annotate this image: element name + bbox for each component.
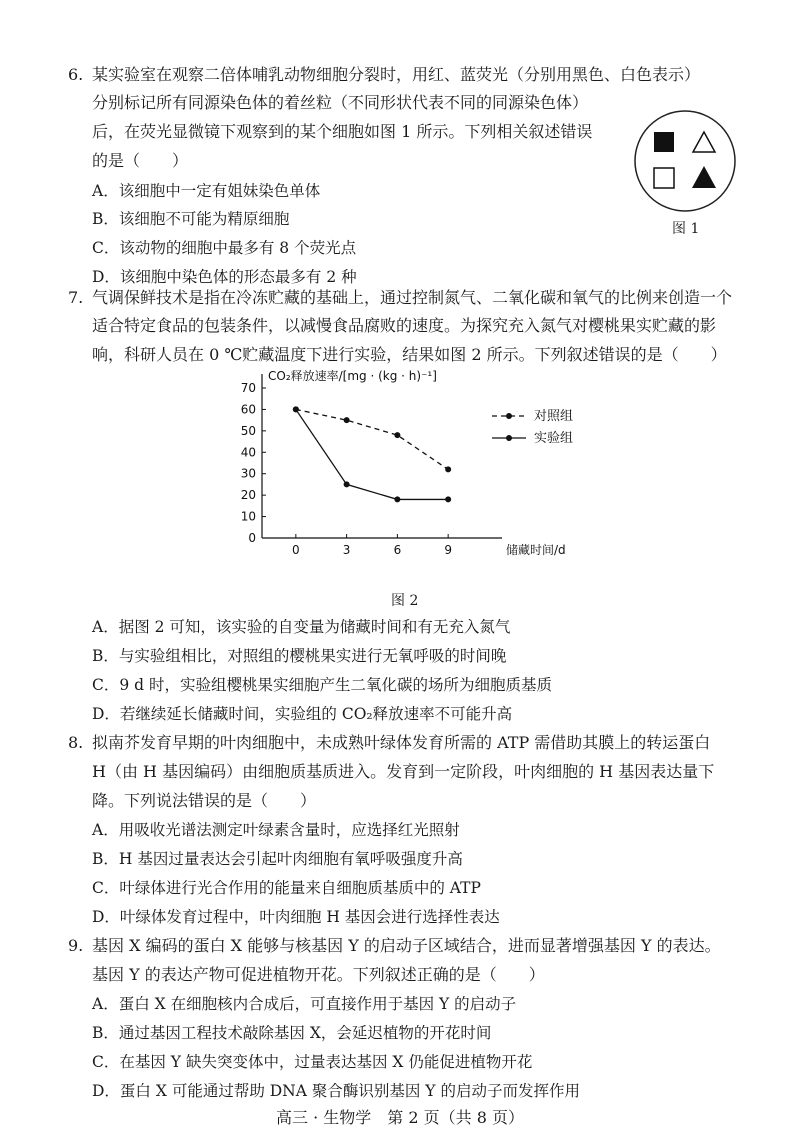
x-tick-label: 3 <box>342 543 351 557</box>
answer-option-c: C．叶绿体进行光合作用的能量来自细胞质基质中的 ATP <box>92 879 481 897</box>
question-text-line: 降。下列说法错误的是（ ） <box>92 791 317 810</box>
answer-option-a: A．该细胞中一定有姐妹染色单体 <box>92 182 321 200</box>
question-number: 6. <box>68 65 84 84</box>
question-text-line: 基因 X 编码的蛋白 X 能够与核基因 Y 的启动子区域结合，进而显著增强基因 Y 的表达。 <box>92 936 721 955</box>
y-tick-label: 40 <box>240 445 256 460</box>
black-square-marker <box>654 132 674 152</box>
y-tick-label: 60 <box>240 402 256 417</box>
black-triangle-marker <box>692 166 716 188</box>
question-number: 7. <box>68 288 84 307</box>
question-text-line: H（由 H 基因编码）由细胞质基质进入。发育到一定阶段，叶肉细胞的 H 基因表达量下 <box>92 762 715 781</box>
chart-series <box>293 406 451 502</box>
series-line-control <box>296 409 448 469</box>
chart-axes <box>241 368 566 557</box>
question-text-line: 响，科研人员在 0 ℃贮藏温度下进行实验，结果如图 2 所示。下列叙述错误的是（ ） <box>92 345 727 364</box>
legend-label: 对照组 <box>534 409 574 424</box>
legend-marker <box>506 435 512 441</box>
x-tick-label: 6 <box>393 543 402 557</box>
x-axis-label: 储藏时间/d <box>506 543 566 557</box>
answer-option-b: B．该细胞不可能为精原细胞 <box>92 210 290 228</box>
answer-option-a: A．蛋白 X 在细胞核内合成后，可直接作用于基因 Y 的启动子 <box>92 995 517 1013</box>
y-axis-label: CO₂释放速率/[mg · (kg · h)⁻¹] <box>268 369 437 383</box>
question-text-line: 气调保鲜技术是指在冷冻贮藏的基础上，通过控制氮气、二氧化碳和氧气的比例来创造一个 <box>92 288 733 307</box>
answer-option-a: A．据图 2 可知，该实验的自变量为储藏时间和有无充入氮气 <box>92 618 511 636</box>
legend-marker <box>506 413 512 419</box>
y-tick-label: 20 <box>240 488 256 503</box>
answer-option-c: C．该动物的细胞中最多有 8 个荧光点 <box>92 239 357 257</box>
question-text-line: 后，在荧光显微镜下观察到的某个细胞如图 1 所示。下列相关叙述错误 <box>92 122 593 141</box>
answer-option-b: B．与实验组相比，对照组的樱桃果实进行无氧呼吸的时间晚 <box>92 647 507 665</box>
question-number: 9. <box>68 936 84 955</box>
data-point <box>445 466 451 472</box>
answer-option-d: D．该细胞中染色体的形态最多有 2 种 <box>92 268 357 286</box>
question-text-line: 分别标记所有同源染色体的着丝粒（不同形状代表不同的同源染色体） <box>92 93 589 112</box>
chart-legend <box>492 408 573 446</box>
answer-option-a: A．用吸收光谱法测定叶绿素含量时，应选择红光照射 <box>92 821 460 839</box>
page-footer: 高三 · 生物学 第 2 页（共 8 页） <box>276 1108 524 1127</box>
y-tick-label: 10 <box>240 509 256 524</box>
figure-1-caption: 图 1 <box>672 221 700 237</box>
y-tick-label: 50 <box>240 423 256 438</box>
y-tick-label: 0 <box>248 531 256 545</box>
y-tick-label: 70 <box>240 381 256 395</box>
answer-option-d: D．蛋白 X 可能通过帮助 DNA 聚合酶识别基因 Y 的启动子而发挥作用 <box>92 1082 580 1100</box>
figure-2-caption: 图 2 <box>391 593 419 609</box>
answer-option-d: D．若继续延长储藏时间，实验组的 CO₂释放速率不可能升高 <box>92 705 513 723</box>
legend-label: 实验组 <box>534 431 574 446</box>
answer-option-b: B．通过基因工程技术敲除基因 X，会延迟植物的开花时间 <box>92 1024 492 1042</box>
answer-option-c: C．9 d 时，实验组樱桃果实细胞产生二氧化碳的场所为细胞质基质 <box>92 676 552 694</box>
question-text-line: 适合特定食品的包装条件，以减慢食品腐败的速度。为探究充入氮气对樱桃果实贮藏的影 <box>92 316 717 335</box>
cell-membrane <box>635 111 735 211</box>
answer-option-d: D．叶绿体发育过程中，叶肉细胞 H 基因会进行选择性表达 <box>92 908 500 926</box>
question-text-line: 拟南芥发育早期的叶肉细胞中，未成熟叶绿体发育所需的 ATP 需借助其膜上的转运蛋白 <box>92 733 711 752</box>
data-point <box>394 432 400 438</box>
white-triangle-marker <box>693 132 715 152</box>
question-text-line: 基因 Y 的表达产物可促进植物开花。下列叙述正确的是（ ） <box>92 965 545 984</box>
cell-figure <box>632 108 738 214</box>
data-point <box>344 481 350 487</box>
co2-release-chart <box>230 366 590 586</box>
data-point <box>445 496 451 502</box>
data-point <box>293 406 299 412</box>
answer-option-b: B．H 基因过量表达会引起叶肉细胞有氧呼吸强度升高 <box>92 850 463 868</box>
question-number: 8. <box>68 733 84 752</box>
answer-option-c: C．在基因 Y 缺失突变体中，过量表达基因 X 仍能促进植物开花 <box>92 1053 533 1071</box>
x-tick-label: 0 <box>292 543 300 557</box>
question-text-line: 某实验室在观察二倍体哺乳动物细胞分裂时，用红、蓝荧光（分别用黑色、白色表示） <box>92 65 701 84</box>
data-point <box>394 496 400 502</box>
question-text-line: 的是（ ） <box>92 151 189 170</box>
y-tick-label: 30 <box>240 466 256 481</box>
white-square-marker <box>654 168 674 188</box>
x-tick-label: 9 <box>444 543 452 557</box>
data-point <box>344 417 350 423</box>
